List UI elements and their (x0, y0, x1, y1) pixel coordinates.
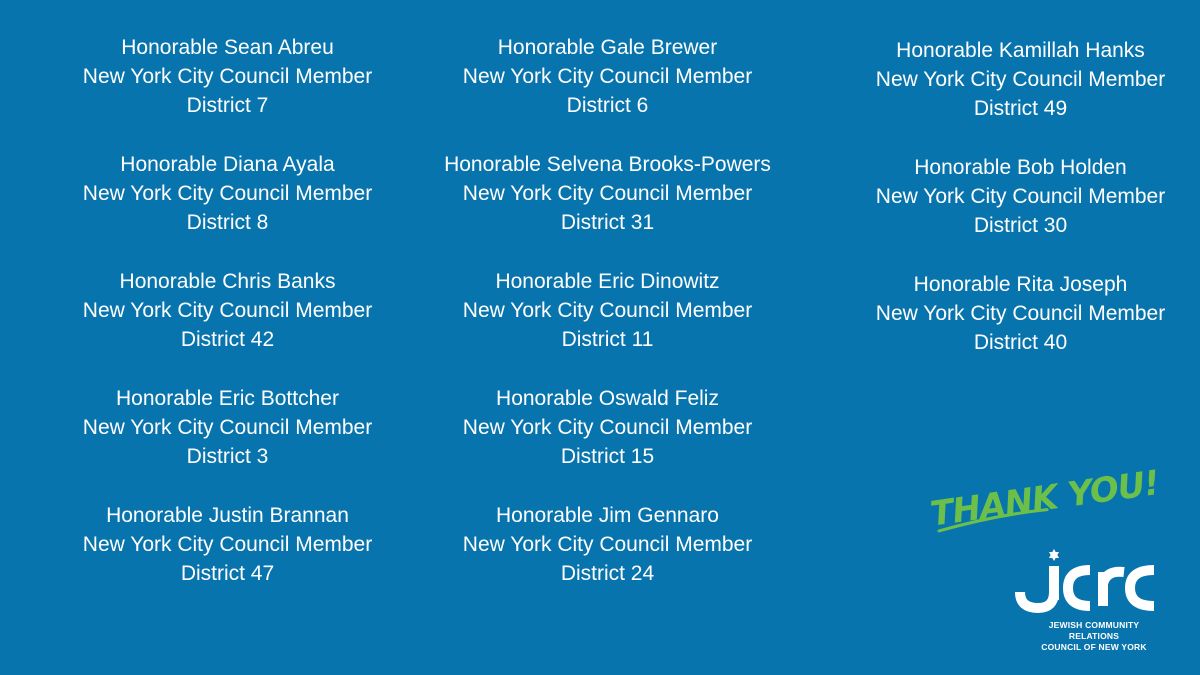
member-name: Honorable Bob Holden (914, 156, 1127, 179)
member-name: Honorable Eric Bottcher (116, 387, 339, 410)
member-title: New York City Council Member (82, 533, 373, 556)
council-member-entry (435, 150, 780, 237)
member-name: Honorable Oswald Feliz (496, 387, 719, 410)
member-title: New York City Council Member (462, 533, 753, 556)
member-title: New York City Council Member (875, 68, 1166, 91)
thank-you-text: THANK YOU! (927, 463, 1162, 535)
member-title: New York City Council Member (462, 416, 753, 439)
member-district: District 3 (186, 445, 269, 468)
member-district: District 49 (973, 97, 1068, 120)
thank-you-lettering (925, 462, 1162, 535)
member-title: New York City Council Member (82, 299, 373, 322)
council-member-entry (435, 267, 780, 354)
council-member-entry (55, 150, 400, 237)
member-title: New York City Council Member (875, 185, 1166, 208)
star-of-david-icon (1049, 549, 1059, 561)
member-district: District 40 (973, 331, 1068, 354)
member-name: Honorable Chris Banks (119, 270, 336, 293)
member-name: Honorable Justin Brannan (106, 504, 349, 527)
member-district: District 8 (186, 211, 269, 234)
council-member-entry (55, 501, 400, 588)
jcrc-caption-line-2: COUNCIL OF NEW YORK (1041, 642, 1147, 652)
council-member-entry (848, 270, 1193, 357)
member-district: District 6 (566, 94, 649, 117)
council-member-entry (55, 267, 400, 354)
member-district: District 31 (560, 211, 655, 234)
member-title: New York City Council Member (462, 299, 753, 322)
member-name: Honorable Jim Gennaro (496, 504, 719, 527)
member-title: New York City Council Member (462, 65, 753, 88)
jcrc-logo (1012, 548, 1162, 652)
jcrc-caption-line-1: JEWISH COMMUNITY RELATIONS (1048, 620, 1140, 641)
jcrc-caption (1024, 620, 1164, 653)
council-member-entry (435, 501, 780, 588)
member-district: District 7 (186, 94, 269, 117)
member-district: District 11 (561, 328, 654, 351)
council-member-entry (848, 153, 1193, 240)
member-name: Honorable Rita Joseph (913, 273, 1128, 296)
member-title: New York City Council Member (82, 65, 373, 88)
member-title: New York City Council Member (82, 416, 373, 439)
council-members-column-2 (435, 33, 780, 618)
council-member-entry (55, 33, 400, 120)
member-name: Honorable Kamillah Hanks (896, 39, 1145, 62)
jcrc-wordmark-graphic (1012, 548, 1162, 620)
thank-you-graphic (925, 462, 1162, 535)
member-district: District 24 (560, 562, 655, 585)
member-name: Honorable Eric Dinowitz (495, 270, 720, 293)
member-title: New York City Council Member (875, 302, 1166, 325)
council-member-entry (55, 384, 400, 471)
member-name: Honorable Diana Ayala (120, 153, 335, 176)
member-district: District 47 (180, 562, 275, 585)
member-name: Honorable Gale Brewer (497, 36, 718, 59)
member-title: New York City Council Member (82, 182, 373, 205)
member-name: Honorable Selvena Brooks-Powers (444, 153, 771, 176)
council-members-column-3 (848, 36, 1193, 387)
member-district: District 15 (560, 445, 655, 468)
council-members-column-1 (55, 33, 400, 618)
council-member-entry (848, 36, 1193, 123)
member-title: New York City Council Member (462, 182, 753, 205)
council-member-entry (435, 33, 780, 120)
member-name: Honorable Sean Abreu (121, 36, 334, 59)
member-district: District 30 (973, 214, 1068, 237)
council-member-entry (435, 384, 780, 471)
member-district: District 42 (180, 328, 275, 351)
